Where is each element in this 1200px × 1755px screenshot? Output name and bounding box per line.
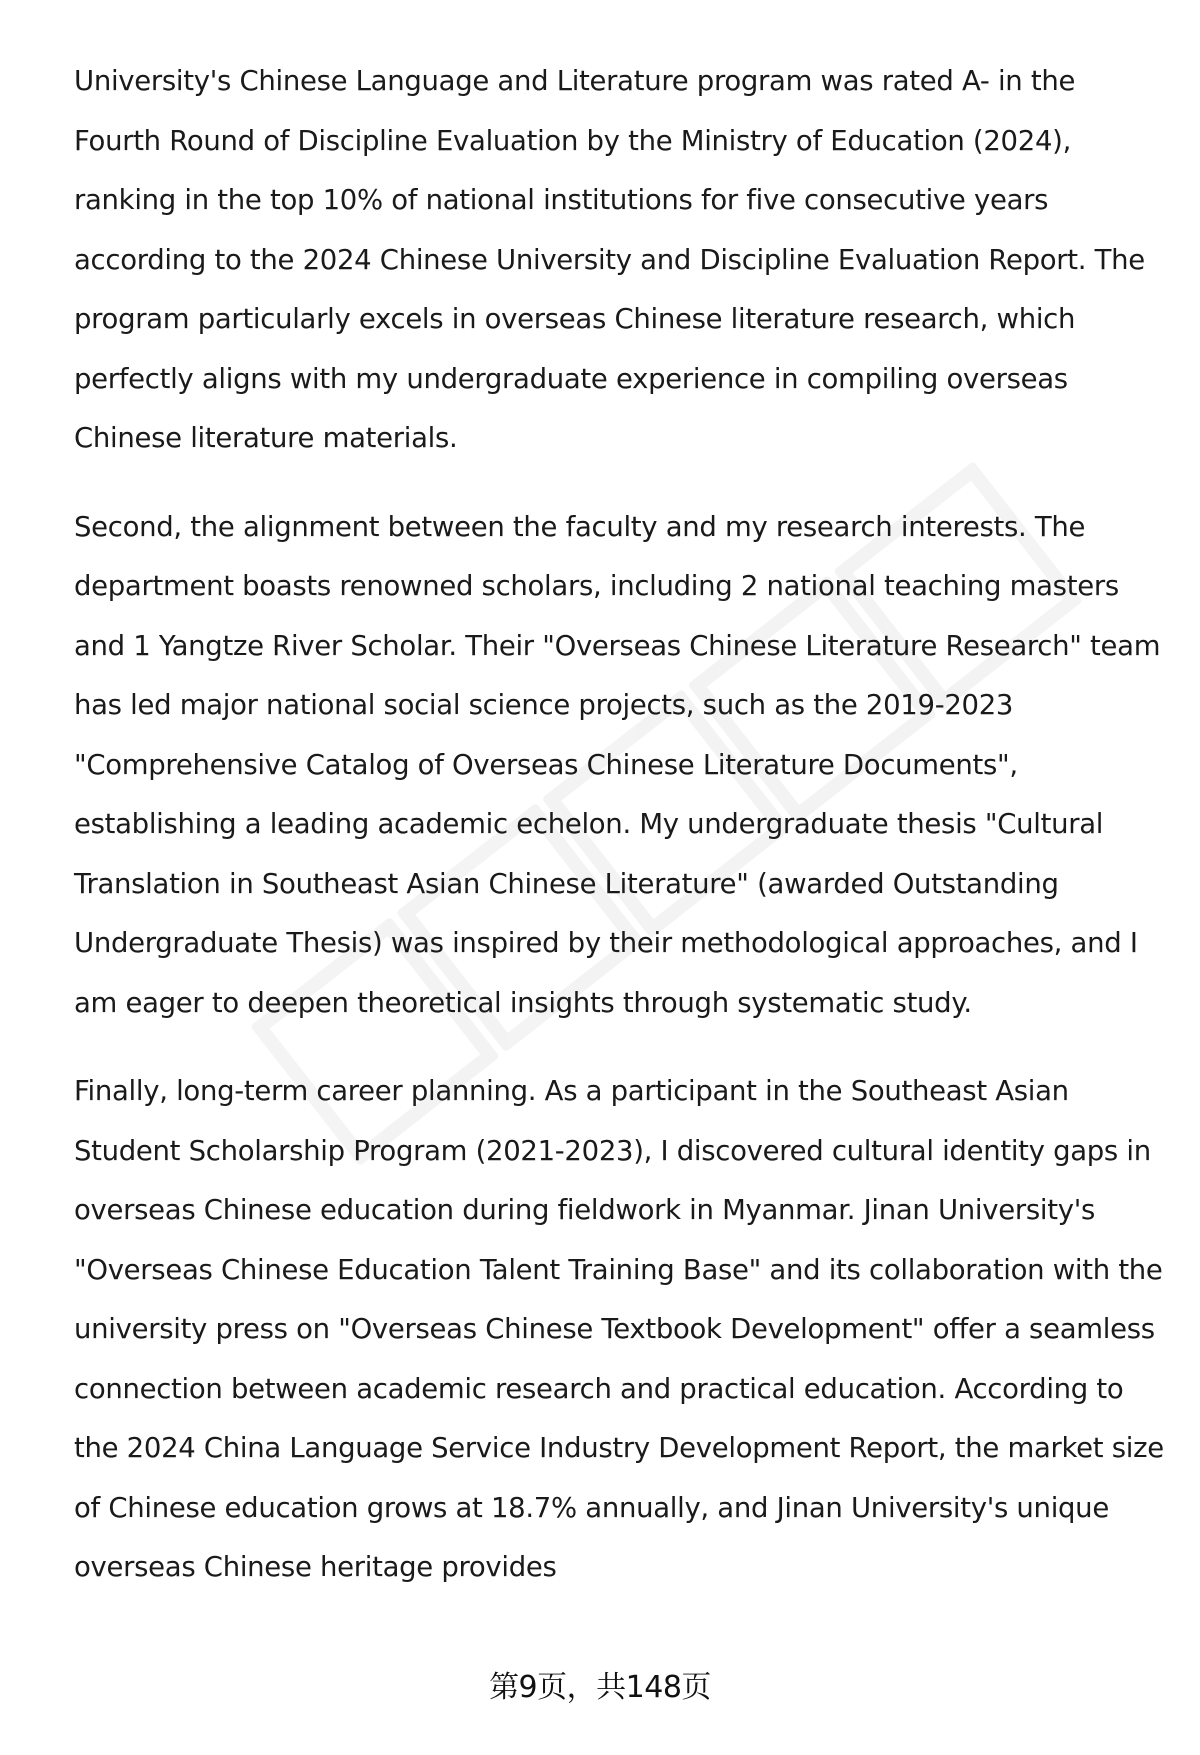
paragraph-program-ranking: University's Chinese Language and Literature program was rated A- in the Fourth Round of Discipline Evaluation by the Ministry of Education (2024), ranking in the top 10% of national institutions for five consecutive years according to the 2024 Chinese University and Discipline Evaluation Report. The program particularly excels in overseas Chinese literature research, which perfectly aligns with my undergraduate experience in compiling overseas Chinese literature materials. <box>74 65 1145 454</box>
paragraph-career-planning: Finally, long-term career planning. As a participant in the Southeast Asian Student Scholarship Program (2021-2023), I discovered cultural identity gaps in overseas Chinese education during fieldwork in Myanmar. Jinan University's "Overseas Chinese Education Talent Training Base" and its collaboration with the university press on "Overseas Chinese Textbook Development" offer a seamless connection between academic research and practical education. According to the 2024 China Language Service Industry Development Report, the market size of Chinese education grows at 18.7% annually, and Jinan University's unique overseas Chinese heritage provides <box>74 1075 1164 1583</box>
document-body <box>74 52 1164 1627</box>
page-number-indicator: 第9页，共148页 <box>489 1670 711 1705</box>
paragraph-faculty-alignment: Second, the alignment between the faculty and my research interests. The department boasts renowned scholars, including 2 national teaching masters and 1 Yangtze River Scholar. Their "Overseas Chinese Literature Research" team has led major national social science projects, such as the 2019-2023 "Comprehensive Catalog of Overseas Chinese Literature Documents", establishing a leading academic echelon. My undergraduate thesis "Cultural Translation in Southeast Asian Chinese Literature" (awarded Outstanding Undergraduate Thesis) was inspired by their methodological approaches, and I am eager to deepen theoretical insights through systematic study. <box>74 510 1161 1019</box>
